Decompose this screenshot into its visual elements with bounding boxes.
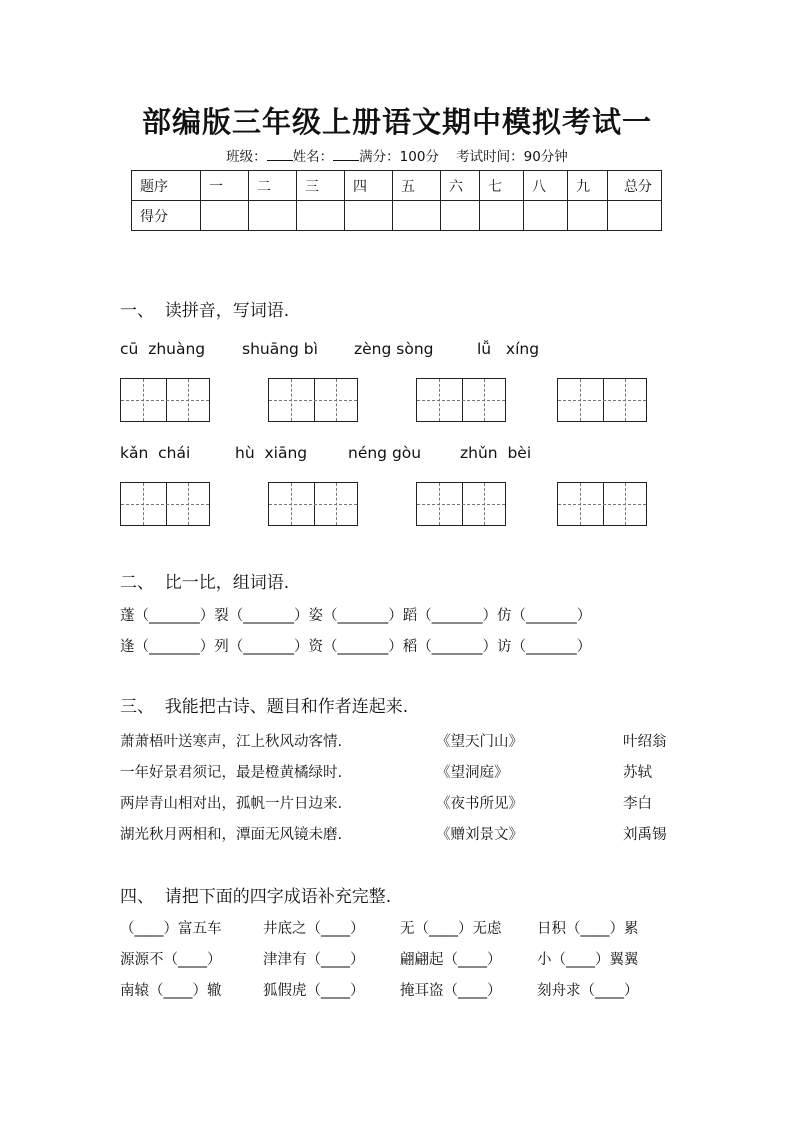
poem-line: 湖光秋月两相和，潭面无风镜未磨.: [120, 827, 343, 843]
score-header-cell: 八: [524, 171, 568, 201]
idiom-item[interactable]: 翩翩起（____）: [400, 952, 502, 968]
idiom-item[interactable]: 南辕（____）辙: [120, 983, 222, 999]
score-header-cell: 二: [249, 171, 297, 201]
poem-title: 《赠刘景文》: [436, 827, 523, 843]
section-1-title: 一、 读拼音，写词语.: [120, 301, 290, 321]
writing-grid[interactable]: [268, 482, 358, 526]
section-3-title: 三、 我能把古诗、题目和作者连起来.: [120, 697, 409, 717]
poem-author: 刘禹锡: [623, 827, 667, 843]
score-cell[interactable]: [608, 201, 662, 231]
writing-grid[interactable]: [268, 378, 358, 422]
idiom-item[interactable]: 刻舟求（____）: [537, 983, 639, 999]
compare-line[interactable]: 逢（_______）列（_______）资（_______）稻（_______）访（_______）: [120, 639, 592, 655]
score-header-cell: 九: [568, 171, 608, 201]
pinyin-label: néng gòu: [348, 444, 422, 462]
class-blank[interactable]: [267, 148, 293, 161]
idiom-item[interactable]: 小（____）翼翼: [537, 952, 639, 968]
idiom-item[interactable]: 津津有（____）: [263, 952, 365, 968]
idiom-item[interactable]: 日积（____）累: [537, 921, 639, 937]
pinyin-label: lǚ xíng: [477, 340, 540, 358]
section-2-title: 二、 比一比，组词语.: [120, 573, 290, 593]
score-cell[interactable]: [568, 201, 608, 231]
pinyin-label: shuāng bì: [242, 340, 318, 358]
score-cell[interactable]: [480, 201, 524, 231]
score-row-label: 得分: [132, 201, 201, 231]
score-table: [131, 170, 662, 231]
writing-grid[interactable]: [120, 482, 210, 526]
score-cell[interactable]: [249, 201, 297, 231]
idiom-item[interactable]: 无（____）无虑: [400, 921, 502, 937]
score-cell[interactable]: [524, 201, 568, 231]
writing-grid[interactable]: [557, 482, 647, 526]
idiom-item[interactable]: 狐假虎（____）: [263, 983, 365, 999]
score-header-cell: 六: [441, 171, 480, 201]
poem-line: 一年好景君须记，最是橙黄橘绿时.: [120, 765, 343, 781]
name-blank[interactable]: [333, 148, 359, 161]
score-header-cell: 四: [345, 171, 393, 201]
score-table-score-row: [132, 201, 662, 231]
pinyin-label: cū zhuàng: [120, 340, 206, 358]
poem-title: 《望洞庭》: [436, 765, 509, 781]
name-label: 姓名：: [292, 149, 334, 165]
score-cell[interactable]: [345, 201, 393, 231]
idiom-item[interactable]: （____）富五车: [120, 921, 222, 937]
writing-grid[interactable]: [416, 482, 506, 526]
poem-title: 《望天门山》: [436, 734, 523, 750]
score-cell[interactable]: [201, 201, 249, 231]
score-header-cell: 三: [297, 171, 345, 201]
poem-line: 萧萧梧叶送寒声，江上秋风动客情.: [120, 734, 343, 750]
compare-line[interactable]: 蓬（_______）裂（_______）姿（_______）蹈（_______）仿（_______）: [120, 608, 592, 624]
idiom-item[interactable]: 掩耳盗（____）: [400, 983, 502, 999]
full-score: 满分：100分: [359, 149, 439, 165]
score-cell[interactable]: [441, 201, 480, 231]
poem-author: 叶绍翁: [623, 734, 667, 750]
page-title: 部编版三年级上册语文期中模拟考试一: [141, 105, 652, 139]
exam-info: [0, 145, 794, 165]
score-header-cell: 总分: [608, 171, 662, 201]
pinyin-label: zèng sòng: [354, 340, 434, 358]
poem-line: 两岸青山相对出，孤帆一片日边来.: [120, 796, 343, 812]
writing-grid[interactable]: [557, 378, 647, 422]
section-4-title: 四、 请把下面的四字成语补充完整.: [120, 887, 392, 907]
score-header-cell: 五: [393, 171, 441, 201]
score-cell[interactable]: [297, 201, 345, 231]
idiom-item[interactable]: 源源不（____）: [120, 952, 222, 968]
pinyin-label: hù xiāng: [235, 444, 308, 462]
writing-grid[interactable]: [120, 378, 210, 422]
poem-author: 苏轼: [623, 765, 652, 781]
class-label: 班级：: [226, 149, 267, 165]
poem-title: 《夜书所见》: [436, 796, 523, 812]
score-header-cell: 七: [480, 171, 524, 201]
writing-grid[interactable]: [416, 378, 506, 422]
pinyin-label: zhǔn bèi: [460, 444, 532, 462]
pinyin-label: kǎn chái: [120, 444, 191, 462]
score-header-cell: 题序: [132, 171, 201, 201]
score-header-cell: 一: [201, 171, 249, 201]
poem-author: 李白: [623, 796, 652, 812]
idiom-item[interactable]: 井底之（____）: [263, 921, 365, 937]
exam-time: 考试时间：90分钟: [456, 149, 568, 165]
score-cell[interactable]: [393, 201, 441, 231]
score-table-header-row: [132, 171, 662, 201]
